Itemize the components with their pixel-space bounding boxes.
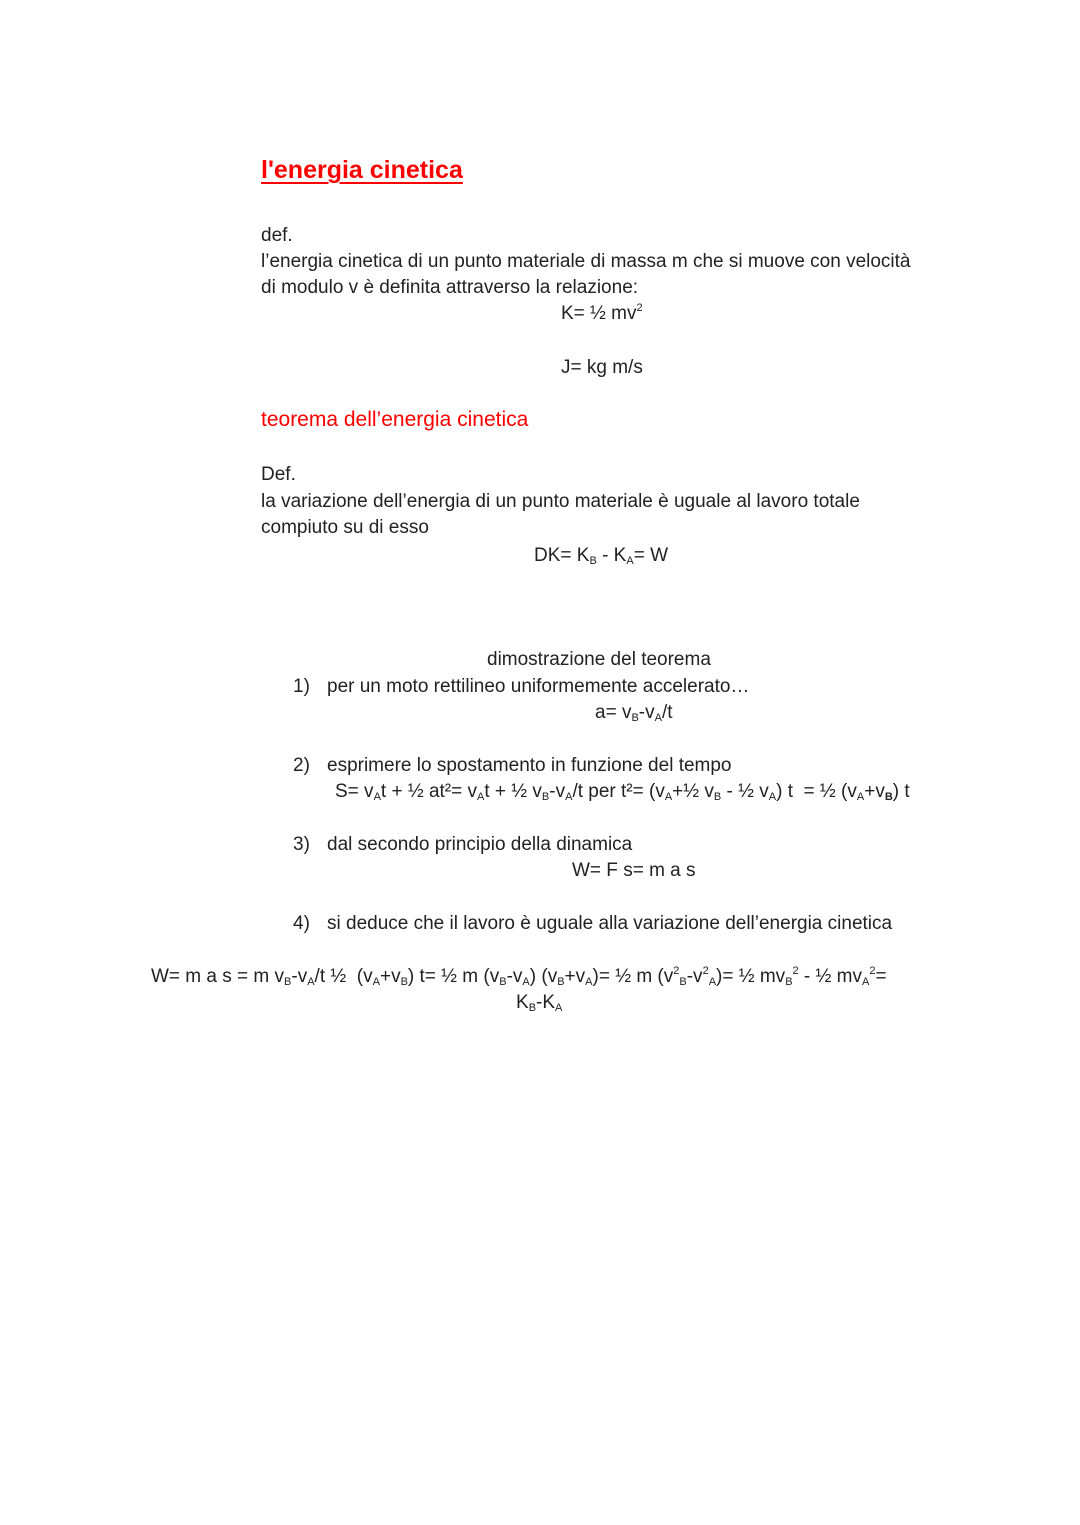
step-text: dal secondo principio della dinamica — [327, 834, 633, 855]
proof-title: dimostrazione del teorema — [487, 649, 711, 670]
theorem-formula: $DK= K_B - K_A= W$ — [534, 545, 669, 567]
def-line-1: l’energia cinetica di un punto materiale di massa m che si muove con velocità — [261, 251, 911, 272]
step-number: 2) — [293, 755, 310, 776]
step-text: per un moto rettilineo uniformemente accelerato… — [327, 676, 750, 697]
theorem-line-2: compiuto su di esso — [261, 517, 429, 538]
unit-formula: J= kg m/s — [561, 357, 643, 378]
kinetic-energy-formula: K= ½ $mv^2$ — [561, 302, 643, 324]
step-text: esprimere lo spostamento in funzione del tempo — [327, 755, 732, 776]
page-title: l'energia cinetica — [261, 156, 463, 184]
step-text: si deduce che il lavoro è uguale alla variazione dell’energia cinetica — [327, 913, 893, 934]
step-number: 3) — [293, 834, 310, 855]
proof-step-2 — [293, 753, 732, 779]
step-number: 1) — [293, 676, 310, 697]
step-number: 4) — [293, 913, 310, 934]
theorem-def-label: Def. — [261, 464, 296, 485]
acceleration-formula: $a= v_B-v_A/t$ — [595, 702, 673, 724]
final-result: $K_B-K_A$ — [516, 992, 563, 1014]
displacement-formula: $S= v_At$ + ½ $at^2= v_At$ + ½ $v_B-v_A/t$ per $t^2= (v_A+\frac{1}{2}$ $v_B$ - ½ $v_A$) t = ½ $(v_A+v_B)$ t — [335, 781, 910, 803]
proof-step-3 — [293, 832, 632, 858]
work-formula: W= F s= m a s — [572, 860, 696, 881]
def-line-2: di modulo v è definita attraverso la relazione: — [261, 277, 639, 298]
theorem-title: teorema dell’energia cinetica — [261, 408, 529, 431]
final-derivation: W= m a s = m $v_B-v_A/t$ ½ $(v_A+v_B)$ t= ½ m $(v_B-v_A)$ $(v_B+v_A)=$ ½ m $(v^2_B-v^2_A)=$ ½ $mv_B^2$ - ½ $mv_A^2=$ — [151, 965, 887, 988]
theorem-line-1: la variazione dell’energia di un punto materiale è uguale al lavoro totale — [261, 491, 860, 512]
def-label: def. — [261, 225, 293, 246]
proof-step-4 — [293, 911, 892, 937]
proof-step-1 — [293, 674, 749, 700]
